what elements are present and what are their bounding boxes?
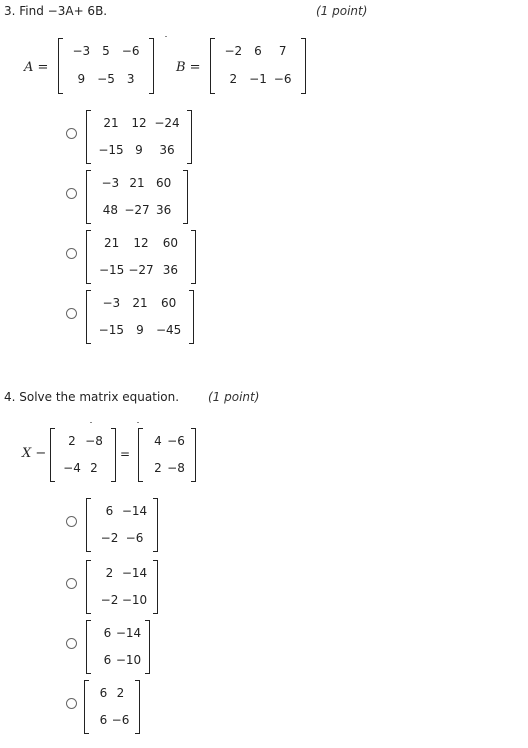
- matrix-cell: 36: [162, 262, 178, 277]
- bracket-left: [86, 620, 91, 674]
- bracket-left: [58, 38, 63, 94]
- matrix-cell: −1: [249, 72, 267, 86]
- matrix-cell: 4: [154, 433, 162, 448]
- matrix-cell: −27: [124, 202, 150, 217]
- bracket-right: [191, 428, 196, 482]
- bracket-left: [86, 170, 91, 224]
- q4-option-1-radio[interactable]: [66, 516, 77, 527]
- matrix-cell: 2: [154, 460, 162, 475]
- matrix-cell: 2: [229, 72, 238, 86]
- matrix-cell: 9: [135, 142, 143, 157]
- q3-matrix-a-label: A =: [24, 60, 49, 75]
- matrix-cell: −14: [115, 625, 142, 640]
- q4-points: (1 point): [208, 390, 260, 404]
- matrix-cell: 21: [103, 115, 119, 130]
- matrix-cell: −10: [121, 592, 148, 607]
- matrix-cell: 9: [77, 72, 86, 86]
- matrix-cell: −2: [224, 44, 243, 58]
- bracket-left: [50, 428, 55, 482]
- matrix-cell: −27: [128, 262, 154, 277]
- bracket-left: [86, 230, 91, 284]
- bracket-right: [111, 428, 116, 482]
- matrix-cell: 6: [99, 685, 108, 700]
- q3-option-3-radio[interactable]: [66, 248, 77, 259]
- matrix-cell: 21: [132, 295, 148, 310]
- matrix-cell: 3: [126, 72, 135, 86]
- matrix-cell: 12: [131, 115, 147, 130]
- q4-equals-sign: =: [120, 447, 131, 461]
- matrix-cell: −2: [100, 592, 119, 607]
- bracket-left: [86, 290, 91, 344]
- matrix-cell: 6: [103, 652, 112, 667]
- matrix-cell: −3: [102, 295, 121, 310]
- matrix-cell: −6: [111, 712, 130, 727]
- matrix-cell: 60: [162, 235, 178, 250]
- q3-header: 3. Find −3A+ 6B.: [4, 4, 108, 18]
- q3-points: (1 point): [316, 4, 368, 18]
- matrix-cell: −45: [155, 322, 182, 337]
- q3-option-1-radio[interactable]: [66, 128, 77, 139]
- matrix-cell: −3: [72, 44, 91, 58]
- artifact-mark: [137, 422, 139, 423]
- matrix-cell: 60: [161, 295, 177, 310]
- q4-option-4-matrix: [84, 680, 140, 734]
- matrix-cell: −24: [154, 115, 180, 130]
- q3-option-1-matrix: [86, 110, 192, 164]
- matrix-cell: 2: [105, 565, 114, 580]
- matrix-cell: −6: [125, 530, 144, 545]
- matrix-cell: 6: [254, 44, 262, 58]
- bracket-right: [301, 38, 306, 94]
- matrix-cell: −8: [85, 433, 103, 448]
- matrix-cell: 5: [102, 44, 110, 58]
- bracket-left: [84, 680, 89, 734]
- matrix-cell: −5: [97, 72, 115, 86]
- matrix-cell: −3: [101, 175, 120, 190]
- matrix-cell: −4: [63, 460, 81, 475]
- bracket-left: [138, 428, 143, 482]
- q4-x-label: X −: [22, 446, 47, 461]
- bracket-left: [86, 560, 91, 614]
- q3-option-4-radio[interactable]: [66, 308, 77, 319]
- matrix-cell: −15: [98, 322, 124, 337]
- matrix-cell: 36: [159, 142, 175, 157]
- q3-matrix-a: [58, 38, 154, 94]
- matrix-cell: 6: [105, 503, 114, 518]
- bracket-right: [153, 560, 158, 614]
- q3-matrix-b-label: B =: [176, 60, 201, 75]
- matrix-cell: 2: [90, 460, 98, 475]
- matrix-cell: 36: [156, 202, 172, 217]
- matrix-cell: −6: [273, 72, 292, 86]
- matrix-cell: −14: [121, 503, 148, 518]
- matrix-cell: −14: [121, 565, 148, 580]
- q4-option-2-radio[interactable]: [66, 578, 77, 589]
- bracket-right: [191, 230, 196, 284]
- matrix-cell: 48: [102, 202, 118, 217]
- matrix-cell: 6: [99, 712, 108, 727]
- artifact-mark: [165, 36, 167, 37]
- q4-option-1-matrix: [86, 498, 158, 552]
- q4-option-3-radio[interactable]: [66, 638, 77, 649]
- q4-matrix-lhs: [50, 428, 116, 482]
- matrix-cell: 9: [136, 322, 144, 337]
- bracket-right: [149, 38, 154, 94]
- bracket-right: [135, 680, 140, 734]
- bracket-right: [183, 170, 188, 224]
- bracket-right: [189, 290, 194, 344]
- q4-option-3-matrix: [86, 620, 150, 674]
- q4-option-2-matrix: [86, 560, 158, 614]
- q3-option-3-matrix: [86, 230, 196, 284]
- matrix-cell: 12: [133, 235, 149, 250]
- bracket-right: [153, 498, 158, 552]
- matrix-cell: −8: [167, 460, 185, 475]
- q3-option-4-matrix: [86, 290, 194, 344]
- q3-option-2-matrix: [86, 170, 188, 224]
- matrix-cell: −10: [115, 652, 142, 667]
- matrix-cell: 6: [103, 625, 112, 640]
- bracket-left: [210, 38, 215, 94]
- matrix-cell: 21: [129, 175, 145, 190]
- matrix-cell: −6: [167, 433, 185, 448]
- q3-option-2-radio[interactable]: [66, 188, 77, 199]
- matrix-cell: −15: [98, 262, 125, 277]
- bracket-right: [187, 110, 192, 164]
- q4-header: 4. Solve the matrix equation.: [4, 390, 180, 404]
- matrix-cell: −15: [98, 142, 124, 157]
- matrix-cell: −2: [100, 530, 119, 545]
- bracket-right: [145, 620, 150, 674]
- matrix-cell: 2: [116, 685, 125, 700]
- q4-matrix-rhs: [138, 428, 196, 482]
- matrix-cell: 21: [104, 235, 120, 250]
- bracket-left: [86, 498, 91, 552]
- q4-option-4-radio[interactable]: [66, 698, 77, 709]
- matrix-cell: −6: [121, 44, 140, 58]
- bracket-left: [86, 110, 91, 164]
- artifact-mark: [90, 422, 92, 423]
- q3-matrix-b: [210, 38, 306, 94]
- matrix-cell: 2: [68, 433, 76, 448]
- matrix-cell: 60: [156, 175, 172, 190]
- matrix-cell: 7: [278, 44, 287, 58]
